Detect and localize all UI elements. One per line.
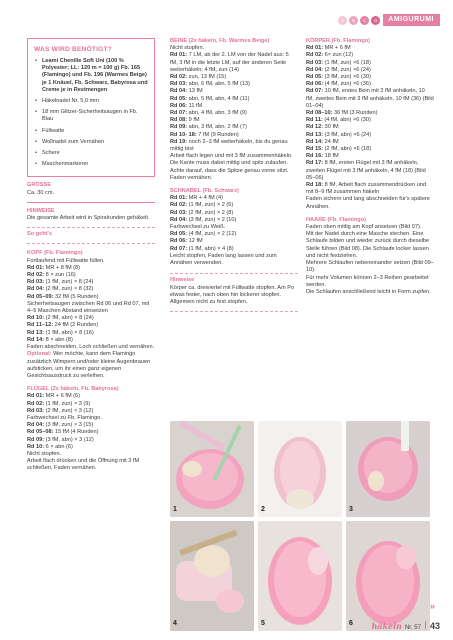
photo-label: 3 — [349, 506, 353, 513]
koerper-row-instruction: (2 fM, zun) ×6 (24) — [323, 66, 371, 73]
fluegel-row — [27, 444, 155, 451]
koerper-row-instruction: (1 fM, zun) ×6 (18) — [323, 59, 371, 66]
koerper-row-round: Rd 15: — [306, 146, 324, 153]
level-dot: A — [338, 16, 347, 25]
kopf-row-round: Rd 04: — [27, 286, 45, 293]
koerper-row-instruction: (3 fM, abn) ×6 (24) — [323, 131, 372, 138]
koerper-row-round: Rd 13: — [306, 131, 324, 138]
koerper-row-round: Rd 05: — [306, 74, 324, 81]
koerper-row-round: Rd 12: — [306, 124, 324, 131]
kopf-row-instruction: MR + 8 fM (8) — [44, 264, 81, 271]
koerper-row-instruction: 18 fM — [323, 153, 339, 160]
schnabel-row: Leicht stopfen, Faden lang lassen und zum Annähen verwenden. — [170, 252, 277, 267]
fluegel-section — [27, 386, 155, 472]
photo-3-image — [346, 421, 430, 517]
koerper-title: KÖRPER (Fb. Flamingo) — [306, 38, 371, 44]
koerper-row — [306, 52, 434, 59]
fluegel-row-instruction: 6 × abn (6) — [44, 443, 73, 450]
kopf-row — [27, 330, 155, 337]
kopf-row-instruction: 24 fM (2 Runden) — [53, 322, 99, 329]
beine-row — [170, 110, 298, 117]
haare-paragraph: Für mehr Volumen können 2–3 Reihen gearbeitet werden. — [306, 274, 429, 288]
koerper-row-round: Rd 03: — [306, 59, 324, 66]
kopf-row — [27, 279, 155, 286]
koerper-row — [306, 67, 434, 74]
footer-divider — [425, 621, 426, 629]
beine-row — [170, 103, 298, 110]
divider — [27, 227, 155, 228]
material-item: • 18 mm Glitzer-Sicherheitsaugen in Fb. Blau — [34, 109, 148, 123]
schnabel-row-round: Rd 01: — [170, 195, 188, 202]
koerper-row — [306, 45, 434, 52]
beine-row-round: Rd 01: — [170, 52, 188, 59]
kopf-row — [27, 265, 155, 272]
photo-label: 4 — [173, 620, 177, 627]
schnabel-row — [170, 202, 298, 209]
schnabel-row-instruction: 12 fM — [187, 238, 203, 245]
beine-row-instruction: 9 fM — [187, 117, 200, 124]
kopf-row-instruction: 32 fM (5 Runden) — [53, 293, 99, 300]
hinweise2-text: Körper ca. dreiviertel mit Füllwatte stopfen. Am Po etwas fester, nach oben hin lockerer stopfen. Allgemein nicht zu fest stopfen. — [170, 284, 295, 305]
schnabel-row-instruction: MR + 4 fM (4) — [187, 195, 224, 202]
schnabel-row-round: Rd 05: — [170, 231, 188, 238]
photo-6 — [346, 521, 430, 631]
magazine-name: häkeln — [371, 620, 402, 631]
photo-4 — [170, 521, 254, 631]
material-item: • Maschenmarkierer — [34, 161, 148, 168]
level-dot: D — [371, 16, 380, 25]
kopf-row: Sicherheitsaugen zwischen Rd 06 und Rd 07, mit 4–5 Maschen Abstand einsetzen — [27, 300, 150, 315]
kopf-row-round: Rd 10: — [27, 315, 45, 322]
schnabel-row-round: Rd 03: — [170, 209, 188, 216]
photo-5-image — [258, 521, 342, 631]
fluegel-row-instruction: (3 fM, zun) × 3 (15) — [44, 422, 94, 429]
koerper-row-instruction: 24 fM — [323, 138, 339, 145]
middle-column — [170, 38, 298, 315]
kopf-intro: Fortlaufend mit Füllwatte füllen. — [27, 257, 105, 264]
divider — [170, 273, 298, 274]
schnabel-row — [170, 195, 298, 202]
fluegel-title: FLÜGEL (2x häkeln, Fb. Babyrosa) — [27, 386, 119, 393]
fluegel-row-instruction: (1 fM, zun) × 3 (9) — [44, 400, 91, 407]
kopf-rows — [27, 265, 155, 351]
beine-row-instruction: 7 fM (9 Runden) — [196, 131, 239, 138]
material-item: • Häkelnadel Nr. 5,0 mm — [34, 98, 148, 105]
kopf-row-round: Rd 05–09: — [27, 293, 54, 300]
fluegel-row-round: Rd 03: — [27, 407, 45, 414]
koerper-row-round: Rd 11: — [306, 117, 323, 124]
haare-paragraph: Mehrere Schlaufen nebeneinander setzen (Bild 09–10). — [306, 260, 434, 274]
koerper-row-round: Rd 08–10: — [306, 110, 333, 117]
koerper-row — [306, 153, 434, 160]
level-dot: B — [349, 16, 358, 25]
beine-row: Arbeit flach legen und mit 3 fM zusammenhäkeln. Die Kante muss dabei mittig und spitz zulaufen. — [170, 153, 293, 167]
beine-row: Faden vernähen. — [170, 174, 213, 181]
koerper-row-round: Rd 06: — [306, 81, 324, 88]
koerper-row — [306, 146, 434, 153]
kopf-row-instruction: (1 fM, zun) × 8 (24) — [44, 279, 94, 286]
material-item: • Schere — [34, 150, 148, 157]
level-dot: C — [360, 16, 369, 25]
koerper-row-instruction: 30 fM — [323, 124, 339, 131]
beine-row — [170, 88, 298, 95]
divider — [27, 243, 155, 244]
beine-row-instruction: abn, 5 fM, abn, 4 fM (11) — [187, 95, 250, 102]
material-item: • Füllwatte — [34, 128, 148, 135]
size-value: Ca. 30 cm. — [27, 189, 55, 196]
material-item: • Wollnadel zum Vernähen — [34, 139, 148, 146]
kopf-row: Faden abschneiden, Loch schließen und vernähen. — [27, 344, 155, 351]
beine-rows — [170, 45, 298, 182]
koerper-row — [306, 124, 434, 131]
materials-list — [34, 58, 148, 168]
schnabel-row-instruction: (2 fM, zun) × 2 (8) — [187, 209, 234, 216]
material-item: • Leami Chenille Soft Uni (100 % Polyester; LL: 120 m = 100 g) Fb. 165 (Flamingo) und Fb. 196 (Warmes Beige) je 1 Knäuel, Fb. Schwarz, Babyrosa und Creme je in Restmengen — [34, 58, 148, 94]
photo-label: 5 — [261, 620, 265, 627]
beine-row-instruction: abn, 6 fM, abn, 5 fM (13) — [187, 81, 250, 88]
koerper-row-round: Rd 04: — [306, 66, 324, 73]
beine-row — [170, 124, 298, 131]
koerper-row-instruction: 8 fM, ersten Flügel mit 3 fM anhäkeln, zweiten Flügel mit 3 fM anhäkeln, 4 fM (18) (Bild 05–06) — [306, 160, 426, 181]
beine-row-round: Rd 19: — [170, 138, 188, 145]
beine-row-round: Rd 02: — [170, 74, 188, 81]
schnabel-row: Farbwechsel zu Weiß. — [170, 224, 226, 231]
schnabel-row — [170, 238, 298, 245]
haare-paragraph: Mit der Nadel durch eine Masche stechen. Eine Schlaufe bilden und wieder zurück durch dieselbe Stelle führen (Bild 08). Die Schlaufe locker lassen und nicht festziehen. — [306, 231, 430, 259]
koerper-row — [306, 160, 434, 182]
koerper-row-instruction: 36 fM (3 Runden) — [332, 110, 378, 117]
fluegel-row-round: Rd 02: — [27, 400, 45, 407]
beine-row-round: Rd 06: — [170, 102, 188, 109]
koerper-row — [306, 74, 434, 81]
schnabel-row-round: Rd 02: — [170, 202, 188, 209]
kopf-row — [27, 337, 155, 344]
right-column — [306, 38, 434, 296]
koerper-row — [306, 117, 434, 124]
fluegel-row — [27, 401, 155, 408]
kopf-row — [27, 286, 155, 293]
koerper-rows — [306, 45, 434, 211]
hinweise2-title: Hinweise — [170, 277, 195, 284]
beine-row — [170, 96, 298, 103]
koerper-row-instruction: MR + 6 fM — [323, 45, 351, 52]
photo-label: 6 — [349, 620, 353, 627]
koerper-row-instruction: (2 fM, abn) ×6 (18) — [323, 146, 372, 153]
fluegel-row-instruction: (3 fM, abn) × 3 (12) — [44, 436, 94, 443]
photo-label: 2 — [261, 506, 265, 513]
photo-3 — [346, 421, 430, 517]
schnabel-row-round: Rd 07: — [170, 245, 188, 252]
materials-title: WAS WIRD BENÖTIGT? — [34, 46, 112, 53]
beine-row-round: Rd 05: — [170, 95, 188, 102]
kopf-row-instruction: (1 fM, abn) × 8 (16) — [44, 329, 94, 336]
fluegel-rows — [27, 393, 155, 472]
schnabel-row — [170, 246, 298, 253]
fluegel-row — [27, 393, 155, 400]
continue-arrow: » — [429, 600, 435, 611]
beine-row-round: Rd 07: — [170, 110, 188, 117]
koerper-row-round: Rd 18: — [306, 182, 324, 189]
beine-row: Achte darauf, dass die Spitze genau vorne sitzt. — [170, 167, 289, 174]
koerper-row-instruction: (4 fM, abn) ×6 (30) — [322, 117, 371, 124]
fluegel-row-instruction: MR + 6 fM (6) — [44, 393, 81, 400]
kopf-row — [27, 272, 155, 279]
schnabel-row — [170, 210, 298, 217]
fluegel-row — [27, 437, 155, 444]
beine-row-instruction: 13 fM — [187, 88, 203, 95]
fluegel-row-round: Rd 04: — [27, 422, 45, 429]
kopf-row-instruction: 8 × abn (8) — [44, 336, 73, 343]
kopf-row-round: Rd 11–12: — [27, 322, 54, 329]
fluegel-row: Nicht stopfen. — [27, 450, 62, 457]
koerper-row-instruction: 6× zun (12) — [323, 52, 354, 59]
sidebar — [27, 38, 155, 473]
koerper-row: Faden sichern und lang abschneiden für's spätere Annähen. — [306, 196, 430, 210]
divider — [170, 311, 298, 312]
kopf-section — [27, 250, 155, 380]
haare-paragraph: Die Schlaufen anschließend leicht in Form zupfen. — [306, 288, 431, 295]
beine-row — [170, 139, 298, 153]
size-title: GRÖSSE — [27, 182, 51, 189]
koerper-row-instruction: (3 fM, zun) ×6 (30) — [323, 74, 371, 81]
koerper-row-round: Rd 16: — [306, 153, 324, 160]
photo-5 — [258, 521, 342, 631]
koerper-row-round: Rd 01: — [306, 45, 324, 52]
issue-number: Nr. 57 — [404, 624, 421, 631]
kopf-row — [27, 294, 155, 301]
beine-row — [170, 117, 298, 124]
koerper-row — [306, 81, 434, 88]
schnabel-row-round: Rd 06: — [170, 238, 188, 245]
beine-row-instruction: zun, 13 fM (15) — [187, 74, 227, 81]
kopf-optional: Optional: Wer möchte, kann dem Flamingo zusätzlich Wimpern und/oder kleine Augenbrauen aufsticken, um ihr einen ganz eigenen Gesichtsausdruck zu verleihen. — [27, 351, 151, 379]
hint-title: HINWEISE — [27, 207, 55, 214]
beine-row-round: Rd 09: — [170, 124, 188, 131]
schnabel-row — [170, 217, 298, 224]
photo-2 — [258, 421, 342, 517]
beine-row-round: Rd 10- 18: — [170, 131, 197, 138]
schnabel-row-round: Rd 04: — [170, 216, 188, 223]
koerper-row — [306, 182, 434, 196]
schnabel-row-instruction: (1 fM, zun) × 2 (6) — [187, 202, 234, 209]
photo-4-image — [170, 521, 254, 631]
haare-paragraph: Faden oben mittig am Kopf ansetzen (Bild 07). — [306, 224, 422, 231]
kopf-row-round: Rd 13: — [27, 329, 45, 336]
beine-row-instruction: 11 fM — [187, 102, 203, 109]
kopf-row-round: Rd 03: — [27, 279, 45, 286]
schnabel-row-instruction: (1 fM, abn) × 4 (8) — [187, 245, 234, 252]
beine-row — [170, 132, 298, 139]
koerper-row-round: Rd 07: — [306, 88, 324, 95]
page-number: 43 — [429, 620, 440, 631]
fluegel-row-round: Rd 01: — [27, 393, 45, 400]
koerper-row-instruction: 10 fM, erstes Bein mit 3 fM anhäkeln, 10 fM, zweites Bein mit 3 fM anhäkeln, 10 fM (36) (Bild 01–04) — [306, 88, 434, 109]
haare-paragraphs — [306, 224, 434, 296]
schnabel-rows — [170, 195, 298, 267]
photo-2-image — [258, 421, 342, 517]
schnabel-row-instruction: (3 fM, zun) × 2 (10) — [187, 216, 237, 223]
beine-row — [170, 81, 298, 88]
beine-row-instruction: noch 2–3 fM weiterhäkeln, bis du genau mittig bist — [170, 138, 288, 153]
section-tag: AMIGURUMI — [383, 14, 440, 26]
koerper-row-instruction: 8 fM, Arbeit flach zusammendrücken und mit 8–9 fM zusammen häkeln — [306, 182, 427, 196]
beine-row-round: Rd 08: — [170, 117, 188, 124]
fluegel-row-instruction: 15 fM (4 Runden) — [53, 429, 99, 436]
beine-row-round: Rd 03: — [170, 81, 188, 88]
beine-row — [170, 52, 298, 74]
fluegel-row-round: Rd 05–08: — [27, 429, 54, 436]
fluegel-row: Farbwechsel zu Fb. Flamingo. — [27, 414, 102, 421]
koerper-row — [306, 132, 434, 139]
beine-row-instruction: 7 LM, ab der 2. LM von der Nadel aus: 5 fM, 3 fM in die letzte LM, auf der anderen Seite weiterhäkeln: 4 fM, zun (14) — [170, 52, 289, 73]
hint-text: Die gesamte Arbeit wird in Spiralrunden gehäkelt. — [27, 215, 150, 222]
beine-row-round: Rd 04: — [170, 88, 188, 95]
kopf-row-instruction: 8 × zun (16) — [44, 272, 76, 279]
materials-box — [27, 38, 155, 177]
beine-row — [170, 74, 298, 81]
photo-1 — [170, 421, 254, 517]
fluegel-row — [27, 429, 155, 436]
beine-row: Nicht stopfen. — [170, 45, 205, 52]
fluegel-row — [27, 408, 155, 415]
koerper-row-round: Rd 02: — [306, 52, 324, 59]
koerper-row — [306, 60, 434, 67]
photo-1-image — [170, 421, 254, 517]
fluegel-row-round: Rd 09: — [27, 436, 45, 443]
kopf-title: KOPF (Fb. Flamingo) — [27, 250, 83, 257]
koerper-row-round: Rd 14: — [306, 138, 324, 145]
kopf-row-round: Rd 14: — [27, 336, 45, 343]
fluegel-row — [27, 422, 155, 429]
kopf-row-round: Rd 02: — [27, 272, 45, 279]
kopf-row — [27, 322, 155, 329]
koerper-row-round: Rd 17: — [306, 160, 324, 167]
schnabel-row — [170, 231, 298, 238]
koerper-row-instruction: (4 fM, zun) ×6 (36) — [323, 81, 371, 88]
fluegel-row: Arbeit flach drücken und die Öffnung mit 3 fM schließen. Faden vernähen. — [27, 458, 140, 472]
schnabel-row-instruction: (4 fM, zun) × 2 (12) — [187, 231, 237, 238]
koerper-row — [306, 88, 434, 110]
schnabel-title: SCHNABEL (Fb. Schwarz) — [170, 188, 239, 195]
fluegel-row-instruction: (2 fM, zun) × 3 (12) — [44, 407, 94, 414]
beine-title: BEINE (2x häkeln, Fb. Warmes Beige) — [170, 38, 270, 44]
photo-6-image — [346, 521, 430, 631]
beine-row-instruction: abn, 3 fM, abn, 2 fM (7) — [187, 124, 247, 131]
koerper-row — [306, 139, 434, 146]
beine-row-instruction: abn, 4 fM, abn, 3 fM (9) — [187, 110, 247, 117]
kopf-row-instruction: (2 fM, zun) × 8 (32) — [44, 286, 94, 293]
photo-label: 1 — [173, 506, 177, 513]
kopf-row-instruction: (2 fM, abn) × 8 (24) — [44, 315, 94, 322]
haare-title: HAARE (Fb. Flamingo) — [306, 216, 366, 223]
instructions-heading: So geht's — [27, 231, 52, 238]
divider — [27, 202, 155, 203]
header — [338, 14, 440, 26]
kopf-row — [27, 315, 155, 322]
footer — [371, 621, 440, 632]
koerper-row — [306, 110, 434, 117]
kopf-row-round: Rd 01: — [27, 264, 45, 271]
fluegel-row-round: Rd 10: — [27, 443, 45, 450]
